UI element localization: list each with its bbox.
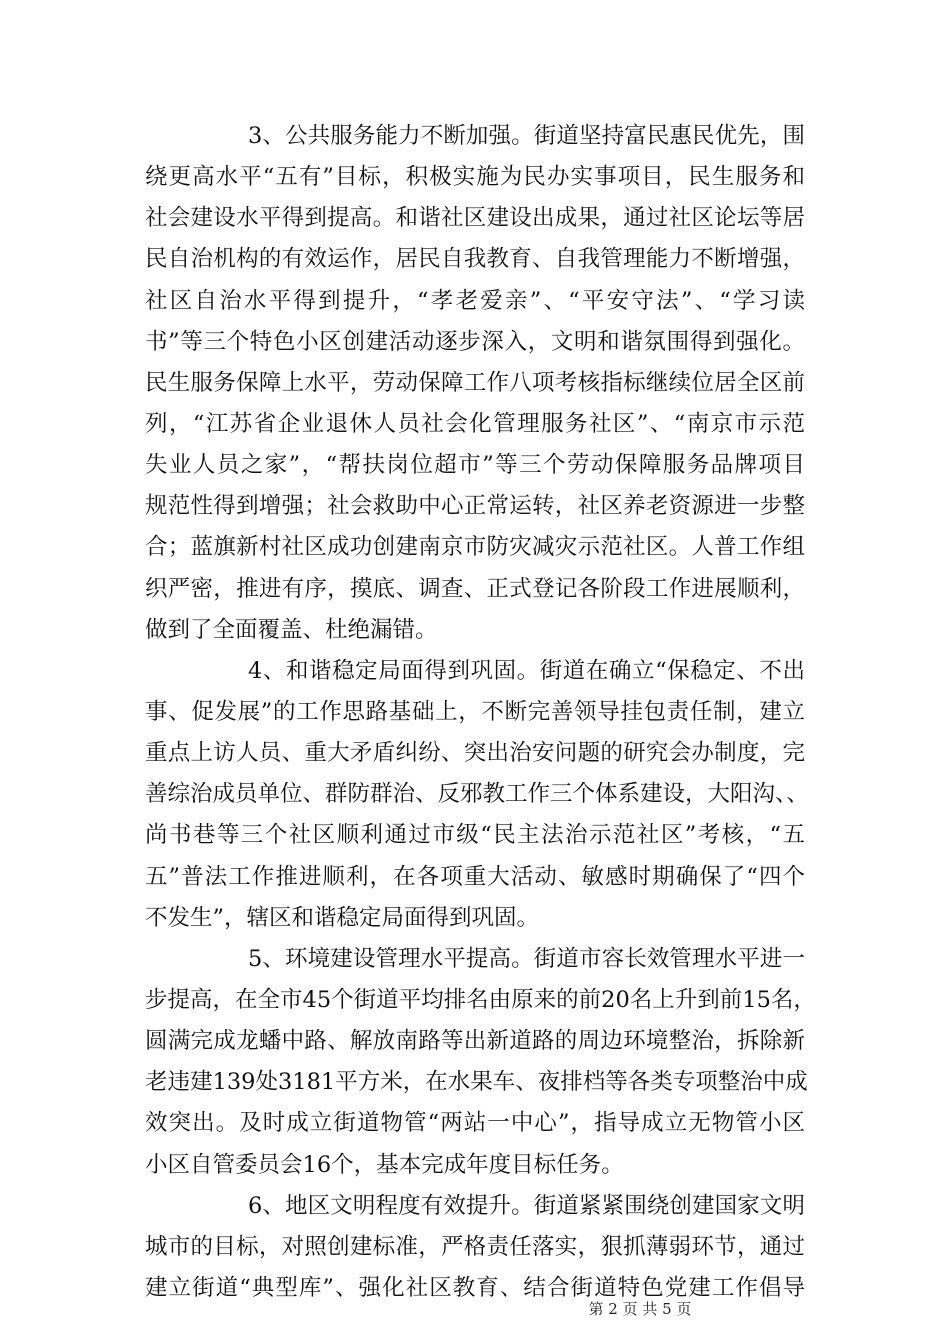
paragraph-line: 失业人员之家”，“帮扶岗位超市”等三个劳动保障服务品牌项目 [145,452,805,478]
paragraph-line: 效突出。及时成立街道物管“两站一中心”，指导成立无物管小区 [145,1110,805,1136]
paragraph-line: 社会建设水平得到提高。和谐社区建设出成果，通过社区论坛等居 [145,205,805,231]
paragraph-line: 小区自管委员会16个，基本完成年度目标任务。 [145,1152,624,1178]
paragraph-line: 3、公共服务能力不断加强。街道坚持富民惠民优先，围 [248,123,805,149]
paragraph-line: 织严密，推进有序，摸底、调查、正式登记各阶段工作进展顺利， [145,576,805,602]
page-footer [0,1298,950,1319]
paragraph-line: 4、和谐稳定局面得到巩固。街道在确立“保稳定、不出 [248,658,805,684]
paragraph-line: 6、地区文明程度有效提升。街道紧紧围绕创建国家文明 [248,1193,805,1219]
paragraph-line: 建立街道“典型库”、强化社区教育、结合街道特色党建工作倡导 [145,1275,805,1301]
paragraph-line: 老违建139处3181平方米，在水果车、夜排档等各类专项整治中成 [145,1069,808,1095]
paragraph-line: 书”等三个特色小区创建活动逐步深入，文明和谐氛围得到强化。 [145,329,805,355]
paragraph-line: 5、环境建设管理水平提高。街道市容长效管理水平进一 [248,946,805,972]
paragraph-line: 步提高，在全市45个街道平均排名由原来的前20名上升到前15名， [145,987,816,1013]
paragraph-line: 重点上访人员、重大矛盾纠纷、突出治安问题的研究会办制度，完 [145,740,805,766]
paragraph-line: 民自治机构的有效运作，居民自我教育、自我管理能力不断增强， [145,246,805,272]
paragraph-line: 做到了全面覆盖、杜绝漏错。 [145,617,438,643]
paragraph-line: 善综治成员单位、群防群治、反邪教工作三个体系建设，大阳沟、、 [145,781,809,807]
paragraph-line: 城市的目标，对照创建标准，严格责任落实，狠抓薄弱环节，通过 [145,1234,805,1260]
paragraph-line: 规范性得到增强；社会救助中心正常运转，社区养老资源进一步整 [145,493,805,519]
paragraph-line: 五”普法工作推进顺利，在各项重大活动、敏感时期确保了“四个 [145,864,805,890]
paragraph-line: 民生服务保障上水平，劳动保障工作八项考核指标继续位居全区前 [145,370,805,396]
paragraph-line: 尚书巷等三个社区顺利通过市级“民主法治示范社区”考核，“五 [145,822,805,848]
paragraph-line: 社区自治水平得到提升，“孝老爱亲”、“平安守法”、“学习读 [145,288,805,314]
paragraph-line: 列，“江苏省企业退休人员社会化管理服务社区”、“南京市示范 [145,411,805,437]
paragraph-line: 圆满完成龙蟠中路、解放南路等出新道路的周边环境整治，拆除新 [145,1028,805,1054]
paragraph-line: 不发生”，辖区和谐稳定局面得到巩固。 [145,905,540,931]
paragraph-line: 合；蓝旗新村社区成功创建南京市防灾减灾示范社区。人普工作组 [145,534,805,560]
page-number: 第 2 页 共 5 页 [588,1300,692,1318]
paragraph-line: 事、促发展”的工作思路基础上，不断完善领导挂包责任制，建立 [145,699,805,725]
paragraph-line: 绕更高水平“五有”目标，积极实施为民办实事项目，民生服务和 [145,164,805,190]
